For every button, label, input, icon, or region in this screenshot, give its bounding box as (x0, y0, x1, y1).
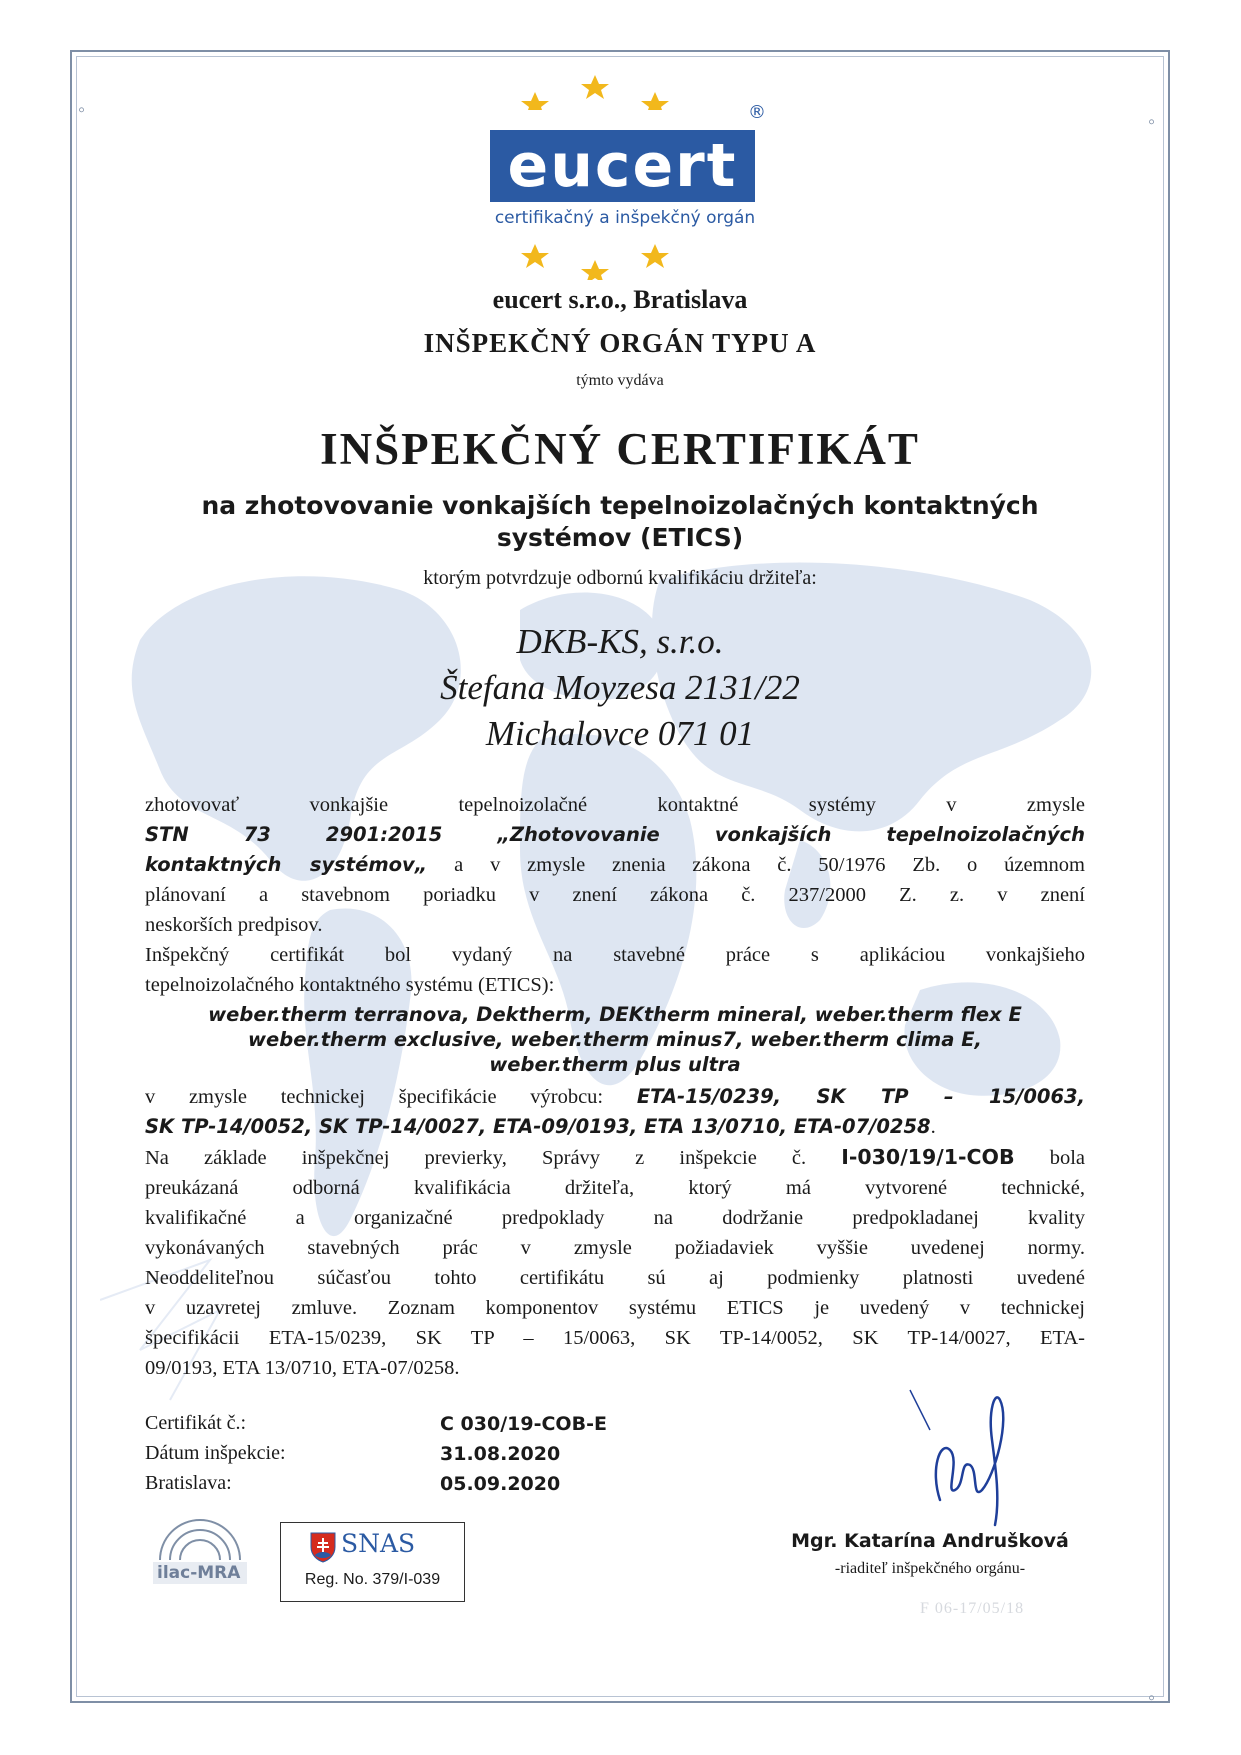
holder-street: Štefana Moyzesa 2131/22 (440, 668, 800, 707)
specification-paragraph (145, 1082, 1085, 1383)
spec-codes: SK TP-14/0052, SK TP-14/0027, ETA-09/0193, ETA 13/0710, ETA-07/0258 (145, 1115, 931, 1138)
star-row-bottom-icon (480, 240, 770, 280)
star-row-top-icon (480, 70, 770, 110)
signatory-role: -riaditeľ inšpekčného orgánu- (834, 1560, 1026, 1577)
certificate-number: C 030/19-COB-E (440, 1413, 607, 1435)
systems-line: weber.therm exclusive, weber.therm minus7, weber.therm clima E, (248, 1028, 982, 1051)
holder-city: Michalovce 071 01 (485, 714, 755, 753)
issues-text: týmto vydáva (576, 372, 664, 389)
corner-ornament-icon: ◦ (1148, 1687, 1156, 1709)
text-line: plánovaní a stavebnom poriadku v znení zákona č. 237/2000 Z. z. v znení (145, 884, 1085, 906)
scope-paragraph (145, 790, 1085, 1000)
snas-logo (280, 1522, 465, 1602)
snas-label: SNAS (341, 1529, 416, 1558)
text-line: zhotovovať vonkajšie tepelnoizolačné kontaktné systémy v zmysle (145, 794, 1085, 816)
text-fragment: Na základe inšpekčnej previerky, Správy z inšpekcie č. (145, 1147, 842, 1169)
text-line: tepelnoizolačného kontaktného systému (ETICS): (145, 974, 555, 996)
inspection-date: 31.08.2020 (440, 1443, 561, 1465)
ilac-label: ilac-MRA (157, 1563, 241, 1583)
handwritten-signature (900, 1380, 1040, 1530)
logo-brand-text: eucert (507, 131, 738, 201)
text-line: preukázaná odborná kvalifikácia držiteľa, ktorý má vytvorené technické, (145, 1177, 1085, 1199)
standard-name: kontaktných systémov„ (145, 853, 428, 876)
text-line: špecifikácii ETA-15/0239, SK TP – 15/0063, SK TP-14/0052, SK TP-14/0027, ETA- (145, 1327, 1085, 1349)
text-line: kvalifikačné a organizačné predpoklady na dodržanie predpokladanej kvality (145, 1207, 1085, 1229)
text-line: Neoddeliteľnou súčasťou tohto certifikátu sú aj podmienky platnosti uvedené (145, 1267, 1085, 1289)
inspection-date-label: Dátum inšpekcie: (145, 1442, 286, 1464)
text-line: v uzavretej zmluve. Zoznam komponentov systému ETICS je uvedený v technickej (145, 1297, 1085, 1319)
systems-line: weber.therm terranova, Dektherm, DEKtherm mineral, weber.therm flex E (208, 1003, 1022, 1026)
logo-box (490, 130, 755, 202)
ilac-mra-logo (145, 1500, 255, 1600)
eucert-logo (480, 70, 770, 270)
issuer-type: INŠPEKČNÝ ORGÁN TYPU A (423, 328, 817, 358)
systems-line: weber.therm plus ultra (489, 1053, 741, 1076)
corner-ornament-icon: ◦ (1148, 111, 1156, 133)
standard-line: STN 73 2901:2015 „Zhotovovanie vonkajších tepelnoizolačných (145, 823, 1085, 846)
corner-ornament-icon: ◦ (78, 99, 86, 121)
certificate-subject (120, 490, 1120, 554)
issue-date: 05.09.2020 (440, 1473, 561, 1495)
text-line (145, 1082, 1085, 1112)
text-line: vykonávaných stavebných prác v zmysle požiadaviek vyššie uvedenej normy. (145, 1237, 1085, 1259)
text-fragment: v zmysle technickej špecifikácie výrobcu: (145, 1086, 637, 1108)
subject-line: na zhotovovanie vonkajších tepelnoizolačných kontaktných (201, 491, 1039, 520)
confirms-text: ktorým potvrdzuje odbornú kvalifikáciu držiteľa: (423, 567, 817, 589)
text-line: 09/0193, ETA 13/0710, ETA-07/0258. (145, 1357, 460, 1379)
holder-name: DKB-KS, s.r.o. (516, 622, 724, 661)
certificate-number-label: Certifikát č.: (145, 1412, 247, 1434)
text-line: neskorších predpisov. (145, 914, 323, 936)
certificate-title: INŠPEKČNÝ CERTIFIKÁT (320, 424, 920, 474)
snas-registration: Reg. No. 379/I-039 (304, 1571, 441, 1588)
spec-codes: ETA-15/0239, SK TP – 15/0063, (636, 1085, 1085, 1108)
text-line (145, 1142, 1085, 1173)
registered-mark: ® (748, 102, 766, 123)
issuer-name: eucert s.r.o., Bratislava (492, 285, 748, 314)
logo-tagline: certifikačný a inšpekčný orgán (494, 208, 756, 228)
ilac-globe-icon (145, 1500, 255, 1600)
text-line: Inšpekčný certifikát bol vydaný na stavebné práce s aplikáciou vonkajšieho (145, 944, 1085, 966)
place-label: Bratislava: (145, 1472, 232, 1494)
text-fragment: bola (1014, 1147, 1085, 1169)
text-line (145, 850, 1085, 880)
form-code: F 06-17/05/18 (920, 1600, 1025, 1617)
text-fragment: . (930, 1116, 936, 1138)
slovak-shield-icon (309, 1531, 337, 1563)
signatory-name: Mgr. Katarína Andrušková (791, 1530, 1069, 1552)
report-number: I-030/19/1-COB (841, 1145, 1015, 1169)
subject-line: systémov (ETICS) (496, 523, 744, 552)
etics-systems-list (145, 1002, 1085, 1077)
text-fragment: a v zmysle znenia zákona č. 50/1976 Zb. o územnom (427, 854, 1085, 876)
text-line (145, 1112, 1085, 1142)
